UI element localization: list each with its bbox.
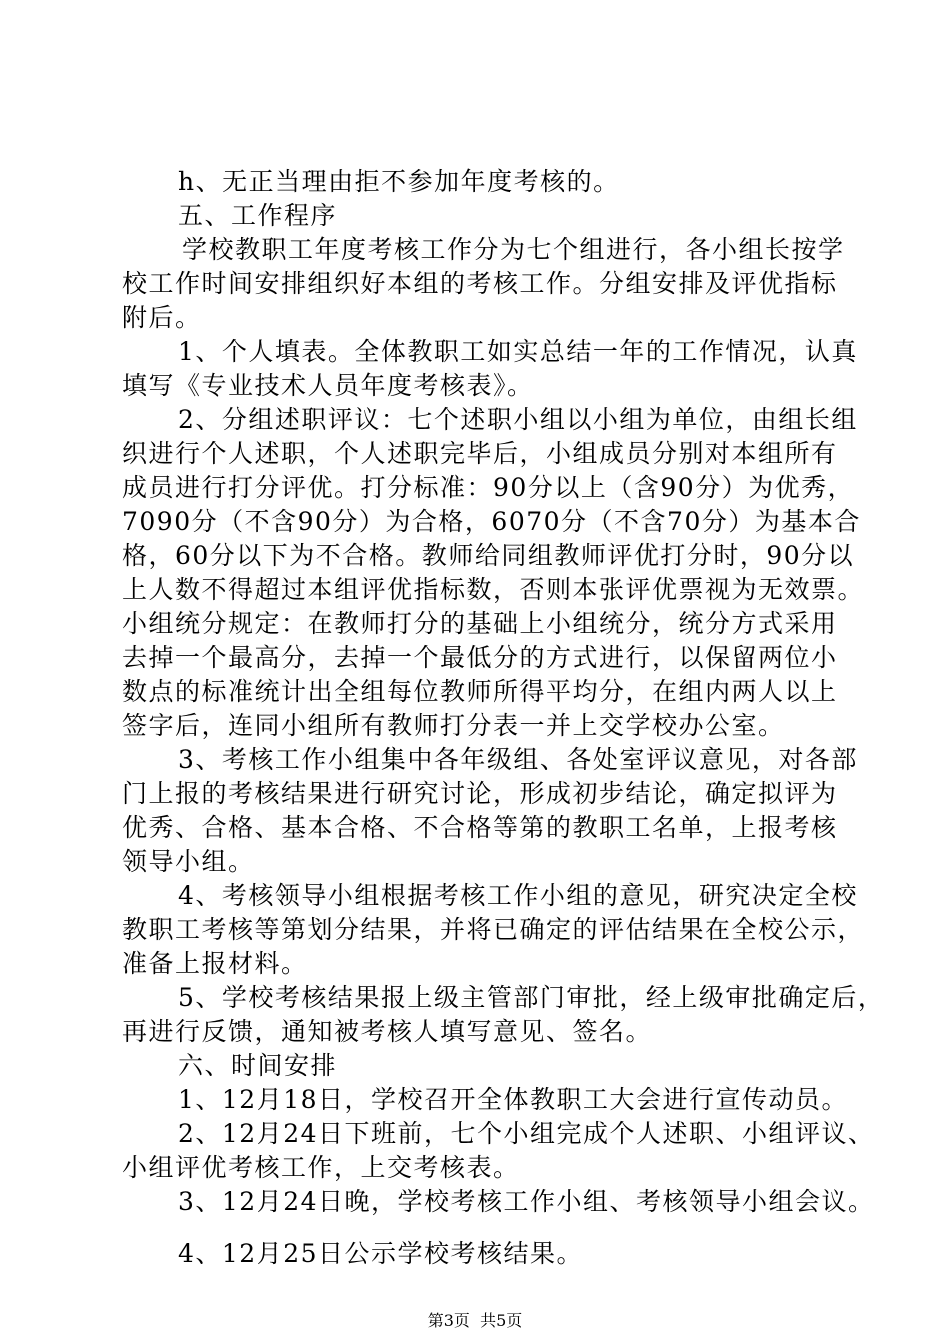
paragraph-line: 准备上报材料。 [122,949,308,978]
paragraph-line: 附后。 [122,303,202,332]
paragraph-line: 1、个人填表。全体教职工如实总结一年的工作情况，认真 [178,337,858,366]
paragraph-line: 再进行反馈，通知被考核人填写意见、签名。 [122,1017,653,1046]
paragraph-line: 2、分组述职评议：七个述职小组以小组为单位，由组长组 [178,405,858,434]
schedule-item: 4、12月25日公示学校考核结果。 [178,1239,584,1268]
section-heading: 五、工作程序 [178,201,338,230]
paragraph-line: 领导小组。 [122,847,255,876]
schedule-item: 3、12月24日晚，学校考核工作小组、考核领导小组会议。 [178,1187,875,1216]
paragraph-line: 成员进行打分评优。打分标准：90分以上（含90分）为优秀， [122,473,855,502]
paragraph-line: 签字后，连同小组所有教师打分表一并上交学校办公室。 [122,711,785,740]
page-number: 第3页 共5页 [427,1311,523,1330]
paragraph-line: 数点的标准统计出全组每位教师所得平均分，在组内两人以上 [122,677,838,706]
paragraph-line: 优秀、合格、基本合格、不合格等第的教职工名单，上报考核 [122,813,838,842]
schedule-item: 1、12月18日，学校召开全体教职工大会进行宣传动员。 [178,1085,849,1114]
section-heading: 六、时间安排 [178,1051,338,1080]
paragraph-line: 上人数不得超过本组评优指标数，否则本张评优票视为无效票。 [122,575,865,604]
text-line: h、无正当理由拒不参加年度考核的。 [178,167,620,196]
paragraph-line: 5、学校考核结果报上级主管部门审批，经上级审批确定后， [178,983,885,1012]
paragraph-line: 校工作时间安排组织好本组的考核工作。分组安排及评优指标 [122,269,838,298]
paragraph-line: 7090分（不含90分）为合格，6070分（不含70分）为基本合 [122,507,861,536]
paragraph-line: 教职工考核等第划分结果，并将已确定的评估结果在全校公示， [122,915,865,944]
paragraph-line: 织进行个人述职，个人述职完毕后，小组成员分别对本组所有 [122,439,838,468]
paragraph-line: 填写《专业技术人员年度考核表》。 [122,371,534,400]
paragraph-line: 学校教职工年度考核工作分为七个组进行，各小组长按学 [182,235,845,264]
schedule-item: 小组评优考核工作，上交考核表。 [122,1153,520,1182]
paragraph-line: 去掉一个最高分，去掉一个最低分的方式进行，以保留两位小 [122,643,838,672]
paragraph-line: 小组统分规定：在教师打分的基础上小组统分，统分方式采用 [122,609,838,638]
paragraph-line: 门上报的考核结果进行研究讨论，形成初步结论，确定拟评为 [122,779,838,808]
schedule-item: 2、12月24日下班前，七个小组完成个人述职、小组评议、 [178,1119,875,1148]
paragraph-line: 4、考核领导小组根据考核工作小组的意见，研究决定全校 [178,881,858,910]
paragraph-line: 3、考核工作小组集中各年级组、各处室评议意见，对各部 [178,745,858,774]
paragraph-line: 格，60分以下为不合格。教师给同组教师评优打分时，90分以 [122,541,855,570]
